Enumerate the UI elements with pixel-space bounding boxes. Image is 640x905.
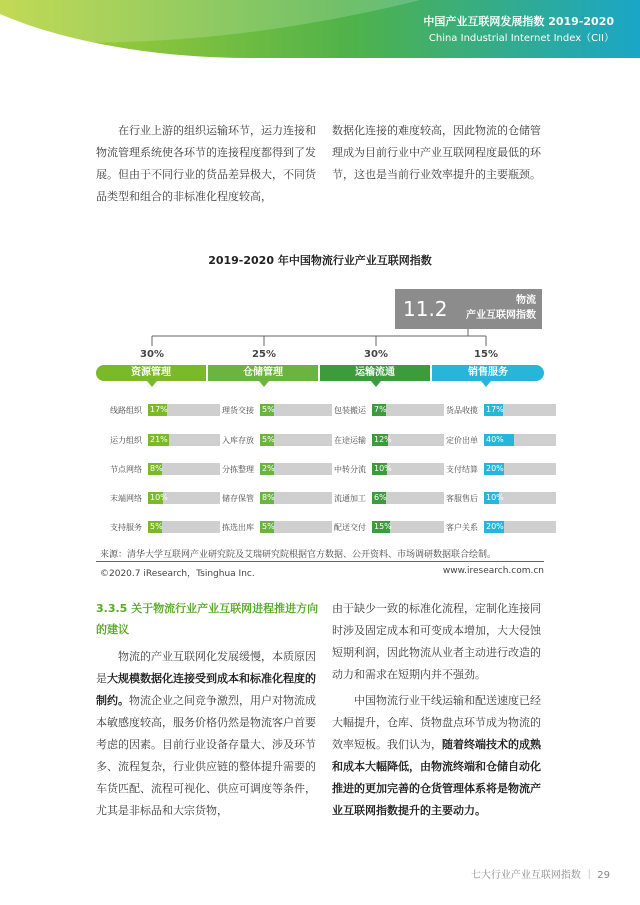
item-value: 20% — [486, 522, 504, 531]
category-name: 仓储管理 — [243, 367, 283, 378]
category-pointer — [259, 381, 269, 387]
item-bar-track — [484, 521, 556, 533]
item-value: 15% — [374, 522, 392, 531]
item-label: 支付结算 — [446, 465, 478, 474]
item-value: 10% — [486, 493, 504, 502]
item-bar-track — [148, 404, 220, 416]
item-label: 运力组织 — [110, 436, 142, 445]
item-value: 12% — [374, 435, 392, 444]
header-subtitle: China Industrial Internet Index（CII） — [428, 33, 614, 44]
item-value: 21% — [150, 435, 168, 444]
item-label: 定价出单 — [446, 436, 478, 445]
item-label: 货品收揽 — [446, 406, 478, 415]
item-label: 节点网络 — [110, 465, 142, 474]
item-label: 拣选出库 — [222, 523, 254, 532]
item-bar-track — [148, 434, 220, 446]
item-label: 理货交接 — [222, 406, 254, 415]
item-value: 6% — [374, 493, 387, 502]
item-bar-track — [484, 492, 556, 504]
index-label-line2: 产业互联网指数 — [466, 310, 536, 321]
category-weight: 25% — [252, 349, 276, 360]
item-value: 10% — [150, 493, 168, 502]
body-left-text-a: 物流的产业互联网化发展缓慢，本质原因是 — [96, 650, 316, 685]
category-name: 销售服务 — [468, 367, 508, 378]
item-value: 17% — [486, 405, 504, 414]
category-pill — [208, 365, 318, 381]
item-bar-track — [372, 434, 444, 446]
item-bar-track — [260, 521, 332, 533]
item-value: 8% — [150, 464, 163, 473]
category-pointer — [371, 381, 381, 387]
chart-source: 来源：清华大学互联网产业研究院及艾瑞研究院根据官方数据、公开资料、市场调研数据联合绘制。 — [100, 550, 497, 560]
intro-right-paragraph: 数据化连接的难度较高，因此物流的仓储管理成为目前行业中产业互联网程度最低的环节，这也是当前行业效率提升的主要瓶颈。 — [332, 124, 541, 181]
body-left-text-c: 物流企业之间竞争激烈，用户对物流成本敏感度较高，服务价格仍然是物流客户首要考虑的因素。目前行业设备存量大、涉及环节多、流程复杂，行业供应链的整体提升需要的车货匹配、流程可视化、供应可调度等条件，尤其是非标品和大宗货物， — [96, 694, 316, 817]
source-divider — [96, 561, 544, 562]
copyright: ©2020.7 iResearch，Tsinghua Inc. — [100, 569, 255, 579]
item-value: 40% — [486, 435, 504, 444]
item-label: 流通加工 — [334, 494, 366, 503]
item-label: 在途运输 — [334, 436, 366, 445]
body-right-paragraph-1: 由于缺少一致的标准化流程，定制化连接同时涉及固定成本和可变成本增加，大大侵蚀短期利润，因此物流从业者主动进行改造的动力和需求在短期内并不强劲。 — [332, 602, 541, 681]
item-bar-track — [484, 404, 556, 416]
index-label-line1: 物流 — [516, 295, 536, 306]
category-name: 资源管理 — [131, 367, 171, 378]
index-value: 11.2 — [403, 297, 448, 321]
item-label: 客服售后 — [446, 494, 478, 503]
item-bar-track — [484, 434, 556, 446]
page-footer: 七大行业产业互联网指数 ｜ 29 — [470, 870, 610, 881]
item-value: 7% — [374, 405, 387, 414]
item-bar-track — [372, 404, 444, 416]
body-left-paragraph — [96, 646, 320, 822]
category-pointer — [147, 381, 157, 387]
category-pill — [320, 365, 430, 381]
intro-left-paragraph: 在行业上游的组织运输环节，运力连接和物流管理系统使各环节的连接程度都得到了发展。但由于不同行业的货品差异极大，不同货品类型和组合的非标准化程度较高， — [96, 124, 316, 203]
category-pill — [432, 365, 544, 381]
item-bar-track — [260, 463, 332, 475]
item-bar-track — [260, 434, 332, 446]
item-label: 客户关系 — [446, 523, 478, 532]
body-right-text-a: 中国物流行业干线运输和配送速度已经大幅提升，仓库、货物盘点环节成为物流的效率短板。我们认为， — [332, 694, 541, 751]
item-label: 分拣整理 — [222, 465, 254, 474]
item-label: 包装搬运 — [334, 406, 366, 415]
item-value: 10% — [374, 464, 392, 473]
category-weight: 30% — [364, 349, 388, 360]
item-value: 5% — [262, 522, 275, 531]
item-label: 末端网络 — [110, 494, 142, 503]
body-right-paragraph-2 — [332, 690, 550, 822]
item-bar-track — [148, 463, 220, 475]
item-bar-track — [260, 404, 332, 416]
item-bar-track — [148, 521, 220, 533]
item-bar-track — [372, 521, 444, 533]
item-value: 20% — [486, 464, 504, 473]
body-left-bold: 大规模数据化连接受到成本和标准化程度的制约。 — [96, 672, 316, 707]
item-label: 配送交付 — [334, 523, 366, 532]
item-bar-track — [372, 463, 444, 475]
category-weight: 30% — [140, 349, 164, 360]
site-url: www.iresearch.com.cn — [442, 566, 544, 576]
item-bar-track — [148, 492, 220, 504]
tree-connectors — [0, 0, 640, 400]
item-value: 5% — [262, 435, 275, 444]
item-bar-track — [372, 492, 444, 504]
item-value: 5% — [262, 405, 275, 414]
category-weight: 15% — [474, 349, 498, 360]
category-name: 运输流通 — [355, 367, 395, 378]
item-value: 5% — [150, 522, 163, 531]
item-label: 入库存放 — [222, 436, 254, 445]
item-label: 支持服务 — [110, 523, 142, 532]
item-value: 2% — [262, 464, 275, 473]
item-bar-track — [260, 492, 332, 504]
item-label: 储存保管 — [222, 494, 254, 503]
header-title: 中国产业互联网发展指数 2019-2020 — [423, 15, 614, 28]
category-pill — [96, 365, 206, 381]
category-pointer — [481, 381, 491, 387]
item-value: 8% — [262, 493, 275, 502]
item-label: 中转分流 — [334, 465, 366, 474]
item-label: 线路组织 — [110, 406, 142, 415]
chart-title: 2019-2020 年中国物流行业产业互联网指数 — [208, 254, 432, 267]
section-heading: 3.3.5 关于物流行业产业互联网进程推进方向的建议 — [96, 602, 319, 636]
body-right-bold: 随着终端技术的成熟和成本大幅降低，由物流终端和仓储自动化推进的更加完善的仓货管理体系将是物流产业互联网指数提升的主要动力。 — [332, 738, 541, 817]
item-bar-track — [484, 463, 556, 475]
item-value: 17% — [150, 405, 168, 414]
